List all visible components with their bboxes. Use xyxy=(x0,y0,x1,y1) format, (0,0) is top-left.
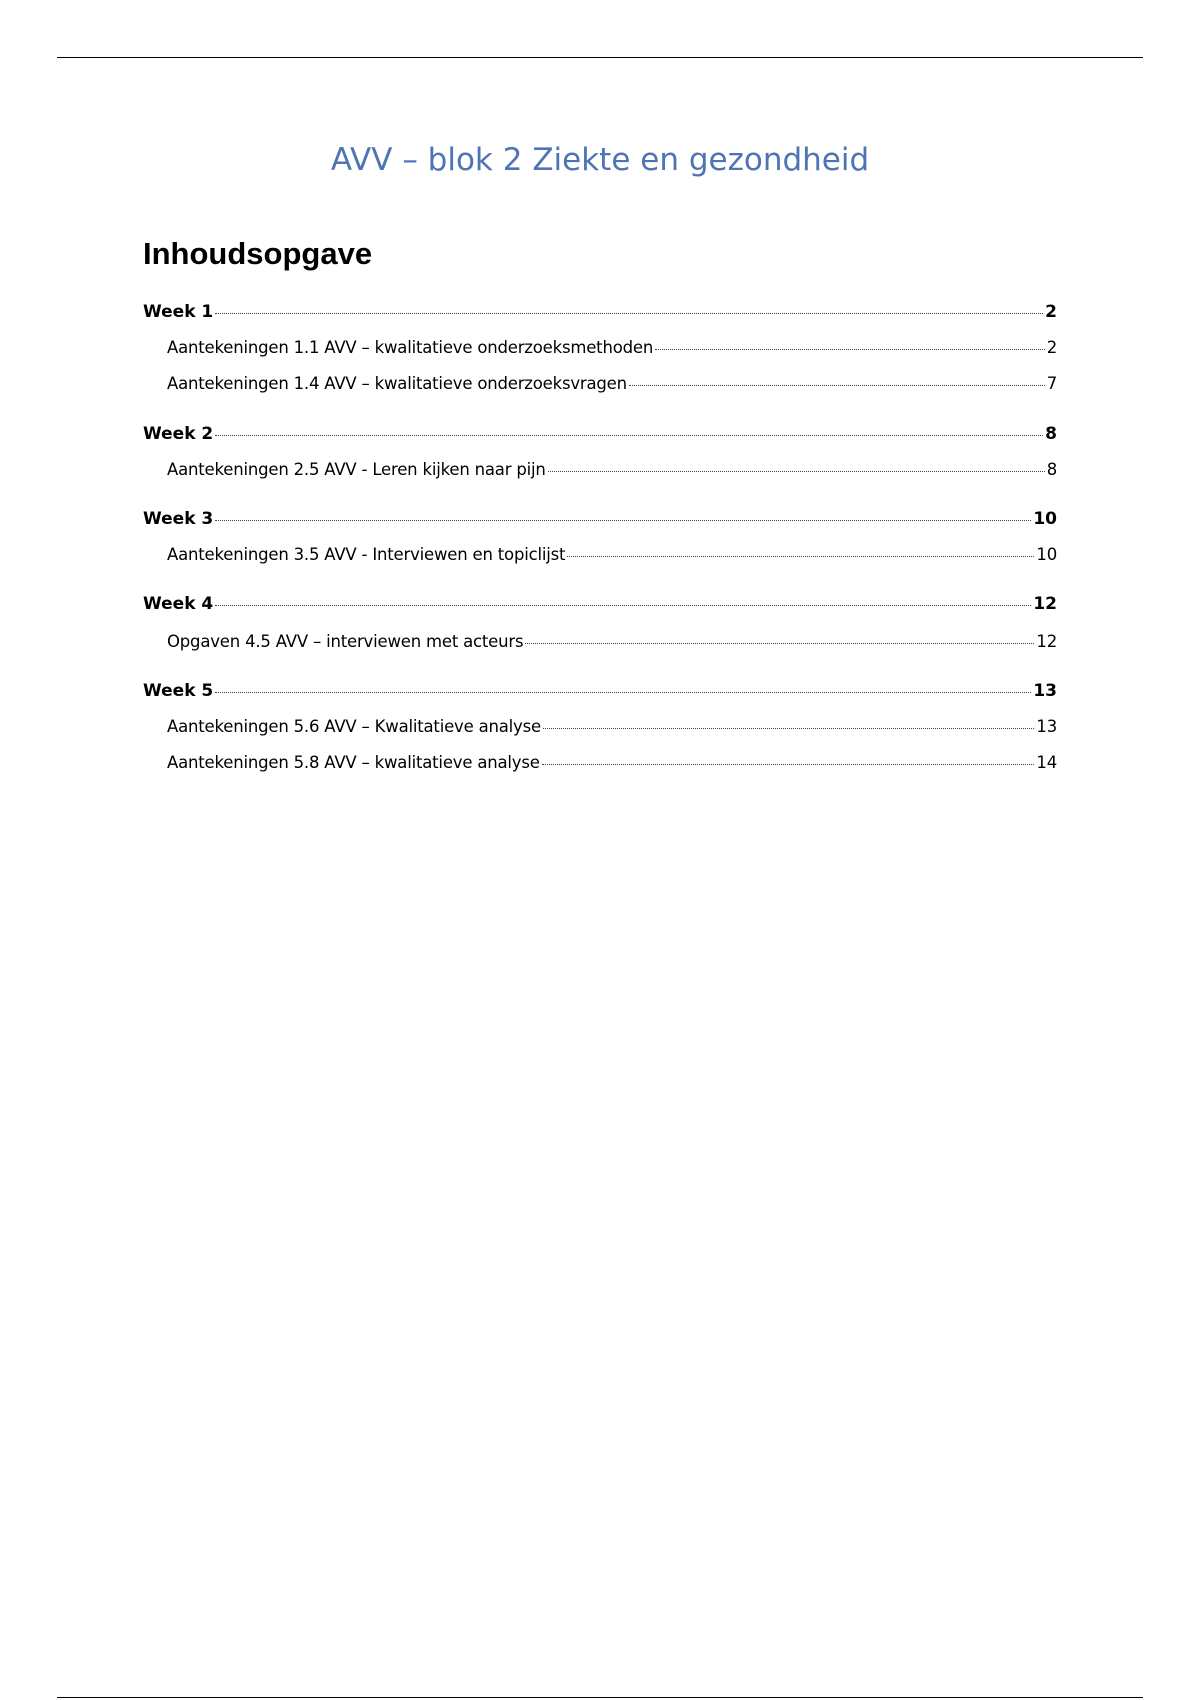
toc-subentry[interactable] xyxy=(167,753,1057,772)
toc-page-number: 10 xyxy=(1033,509,1057,529)
toc-page-number: 13 xyxy=(1033,681,1057,701)
toc-dot-leader xyxy=(525,642,1034,644)
toc-page-number: 2 xyxy=(1046,338,1057,357)
toc-dot-leader xyxy=(215,604,1031,606)
toc-entry-label: Aantekeningen 1.4 AVV – kwalitatieve onderzoeksvragen xyxy=(167,374,627,393)
toc-subentry[interactable] xyxy=(167,338,1057,357)
toc-dot-leader xyxy=(215,691,1031,693)
toc-entry-label: Aantekeningen 3.5 AVV - Interviewen en topiclijst xyxy=(167,545,566,564)
toc-page-number: 8 xyxy=(1045,424,1057,444)
toc-dot-leader xyxy=(215,519,1031,521)
toc-week-entry[interactable] xyxy=(143,681,1057,701)
toc-entry-label: Week 3 xyxy=(143,509,214,529)
toc-heading: Inhoudsopgave xyxy=(143,236,373,271)
toc-dot-leader xyxy=(542,763,1035,765)
toc-dot-leader xyxy=(548,470,1045,472)
toc-page-number: 10 xyxy=(1036,545,1057,564)
toc-page-number: 12 xyxy=(1036,632,1057,651)
toc-entry-label: Opgaven 4.5 AVV – interviewen met acteurs xyxy=(167,632,524,651)
toc-dot-leader xyxy=(655,348,1045,350)
toc-dot-leader xyxy=(629,384,1045,386)
toc-dot-leader xyxy=(215,312,1043,314)
document-title: AVV – blok 2 Ziekte en gezondheid xyxy=(330,142,870,178)
toc-entry-label: Aantekeningen 2.5 AVV - Leren kijken naar pijn xyxy=(167,460,546,479)
toc-entry-label: Aantekeningen 1.1 AVV – kwalitatieve onderzoeksmethoden xyxy=(167,338,654,357)
toc-dot-leader xyxy=(567,555,1034,557)
toc-entry-label: Aantekeningen 5.8 AVV – kwalitatieve analyse xyxy=(167,753,540,772)
toc-entry-label: Week 2 xyxy=(143,424,214,444)
toc-page-number: 2 xyxy=(1045,302,1057,322)
toc-week-entry[interactable] xyxy=(143,509,1057,529)
toc-page-number: 8 xyxy=(1046,460,1057,479)
toc-subentry[interactable] xyxy=(167,374,1057,393)
toc-entry-label: Aantekeningen 5.6 AVV – Kwalitatieve analyse xyxy=(167,717,541,736)
toc-subentry[interactable] xyxy=(167,545,1057,564)
footer-rule xyxy=(57,1697,1143,1698)
toc-dot-leader xyxy=(543,727,1034,729)
toc-page-number: 13 xyxy=(1036,717,1057,736)
toc-week-entry[interactable] xyxy=(143,302,1057,322)
toc-dot-leader xyxy=(215,434,1043,436)
toc-subentry[interactable] xyxy=(167,717,1057,736)
toc-week-entry[interactable] xyxy=(143,424,1057,444)
toc-entry-label: Week 5 xyxy=(143,681,214,701)
toc-subentry[interactable] xyxy=(167,632,1057,651)
toc-entry-label: Week 4 xyxy=(143,594,214,614)
toc-page-number: 7 xyxy=(1046,374,1057,393)
toc-page-number: 14 xyxy=(1036,753,1057,772)
toc-page-number: 12 xyxy=(1033,594,1057,614)
toc-subentry[interactable] xyxy=(167,460,1057,479)
toc-entry-label: Week 1 xyxy=(143,302,214,322)
toc-week-entry[interactable] xyxy=(143,594,1057,614)
